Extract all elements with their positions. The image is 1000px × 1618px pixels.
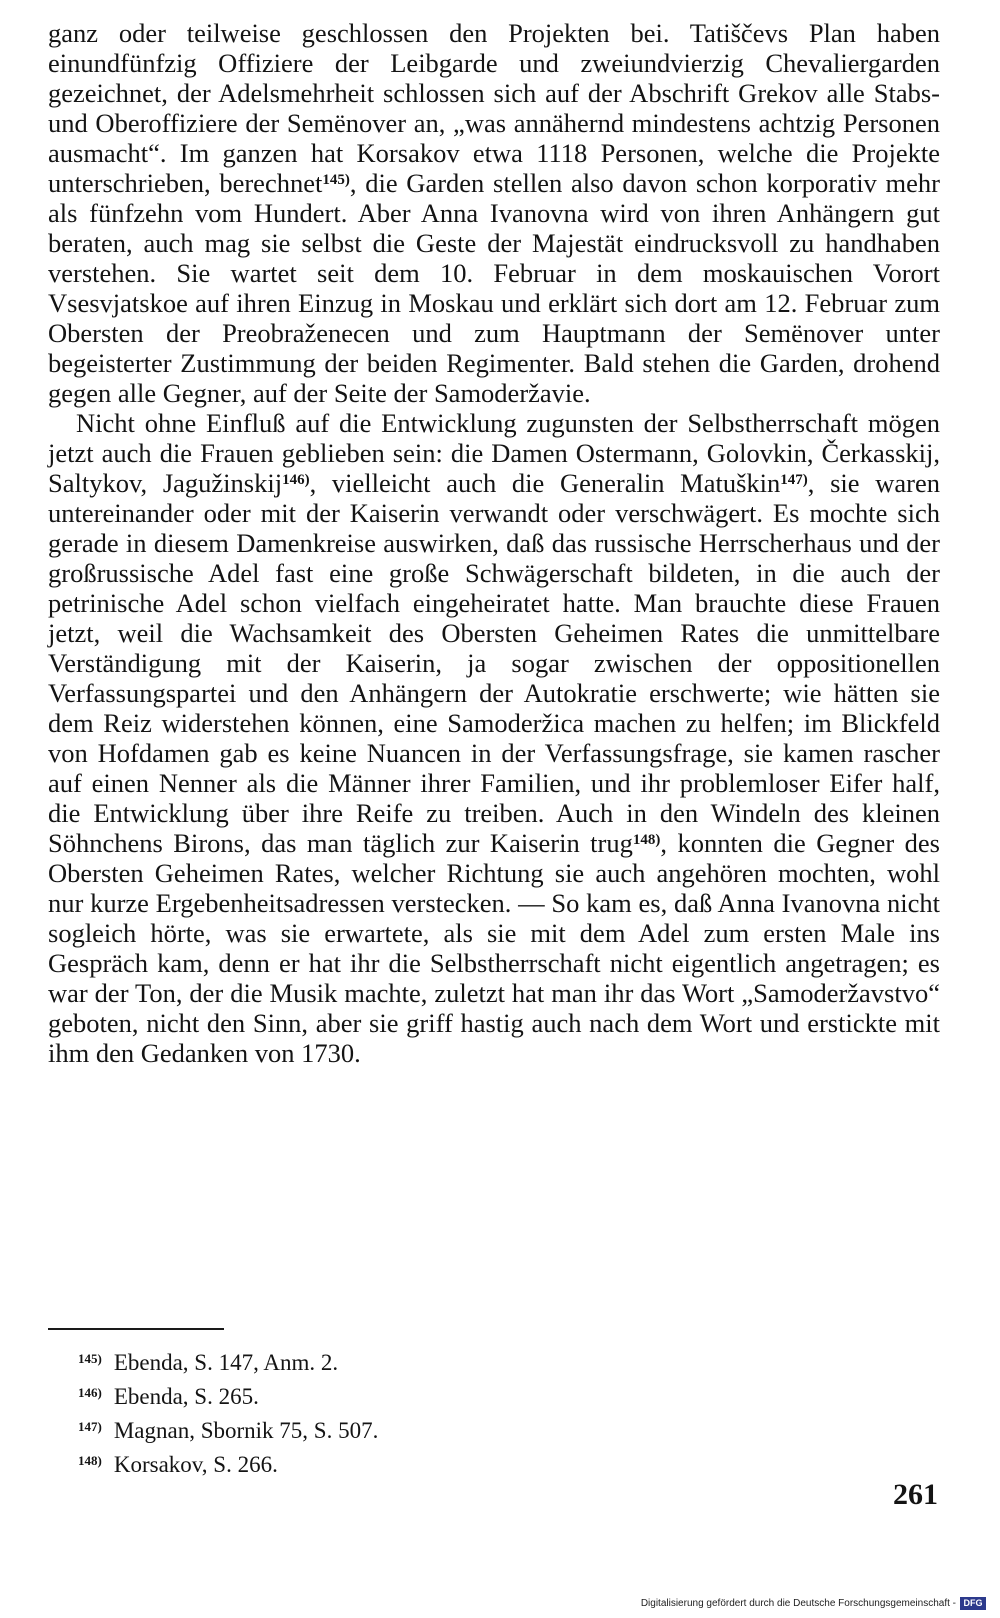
footnote-text: Ebenda, S. 265. [113, 1384, 259, 1410]
footnote-ref-146[interactable]: 146) [282, 471, 310, 488]
footnote-text: Magnan, Sbornik 75, S. 507. [113, 1418, 379, 1444]
paragraph-2-text-b: , vielleicht auch die Generalin Matuškin [309, 468, 781, 498]
footnote-146 [78, 1378, 778, 1412]
paragraph-2-text-a: Nicht ohne Einfluß auf die Entwicklung zugunsten der Selbstherrschaft mögen jetzt auch die Frauen geblieben sein: die Damen Ostermann, Golovkin, Čerkasskij, Saltykov, Jagužinskij [48, 408, 940, 498]
footnote-ref-147[interactable]: 147) [780, 471, 808, 488]
footnote-145 [78, 1344, 778, 1378]
paragraph-2-text-c: , sie waren untereinander oder mit der Kaiserin verwandt oder verschwägert. Es mochte sich gerade in diesem Damenkreise auswirken, daß das russische Herrscherhaus und der großrussische Adel fast eine große Schwägerschaft bildeten, in die auch der petrinische Adel schon vielfach eingeheiratet hatte. Man brauchte diese Frauen jetzt, weil die Wachsamkeit des Obersten Geheimen Rates die unmittelbare Verständigung mit der Kaiserin, ja sogar zwischen der oppositionellen Verfassungspartei und den Anhängern der Autokratie erschwerte; wie hätten sie dem Reiz widerstehen können, eine Samoderžica machen zu helfen; im Blickfeld von Hofdamen gab es keine Nuancen in der Verfassungsfrage, sie kamen rascher auf einen Nenner als die Männer ihrer Familien, und ihr problemloser Eifer half, die Entwicklung über ihre Reife zu treiben. Auch in den Windeln des kleinen Söhnchens Birons, das man täglich zur Kaiserin trug [48, 468, 940, 858]
paragraph-1-text-b: , die Garden stellen also davon schon korporativ mehr als fünfzehn vom Hundert. Aber Anna Ivanovna wird von ihren Anhängern gut beraten, auch mag sie selbst die Geste der Majestät eindrucksvoll zu handhaben verstehen. Sie wartet seit dem 10. Februar in dem moskauischen Vorort Vsesvjatskoe auf ihren Einzug in Moskau und erklärt sich dort am 12. Februar zum Obersten der Preobraženecen und zum Hauptmann der Semënover unter begeisterter Zustimmung der beiden Regimenter. Bald stehen die Garden, drohend gegen alle Gegner, auf der Seite der Samoderžavie. [48, 168, 940, 408]
footnotes [78, 1344, 778, 1481]
footnote-number: 146) [78, 1385, 102, 1401]
footnote-text: Ebenda, S. 147, Anm. 2. [113, 1350, 339, 1376]
footnote-text: Korsakov, S. 266. [113, 1452, 278, 1478]
paragraph-2 [48, 408, 940, 1068]
paragraph-2-text-d: , konnten die Gegner des Obersten Geheimen Rates, welcher Richtung sie auch angehören mochten, wohl nur kurze Ergebenheitsadressen verstecken. — So kam es, daß Anna Ivanovna nicht sogleich hörte, was sie erwartete, als sie mit dem Adel zum ersten Male ins Gespräch kam, denn er hat ihr die Selbstherrschaft nicht eigentlich angetragen; es war der Ton, der die Musik machte, zuletzt hat man ihr das Wort „Samoderžavstvo“ geboten, nicht den Sinn, aber sie griff hastig auch nach dem Wort und erstickte mit ihm den Gedanken von 1730. [48, 828, 940, 1068]
footnote-number: 145) [78, 1351, 102, 1366]
digitization-credit: Digitalisierung gefördert durch die Deutsche Forschungsgemeinschaft - [640, 1598, 956, 1609]
footnote-number: 147) [78, 1419, 102, 1435]
footnote-147 [78, 1412, 778, 1446]
footnote-divider [48, 1328, 224, 1330]
footnote-ref-145[interactable]: 145) [322, 171, 350, 188]
paragraph-1 [48, 18, 940, 408]
dfg-logo-icon: DFG [960, 1597, 986, 1610]
footnote-ref-148[interactable]: 148) [632, 831, 661, 848]
page-number: 261 [893, 1478, 938, 1511]
paragraph-1-text-a: ganz oder teilweise geschlossen den Projekten bei. Tatiščevs Plan haben einundfünfzig Offiziere der Leibgarde und zweiundvierzig Chevaliergarden gezeichnet, der Adelsmehrheit schlossen sich auf der Abschrift Grekov alle Stabs- und Oberoffiziere der Semënover an, „was annähernd mindestens achtzig Personen ausmacht“. Im ganzen hat Korsakov etwa 1118 Personen, welche die Projekte unterschrieben, berechnet [48, 18, 940, 198]
footnote-148 [78, 1446, 778, 1480]
footnote-number: 148) [78, 1453, 102, 1469]
main-text [48, 18, 940, 1068]
